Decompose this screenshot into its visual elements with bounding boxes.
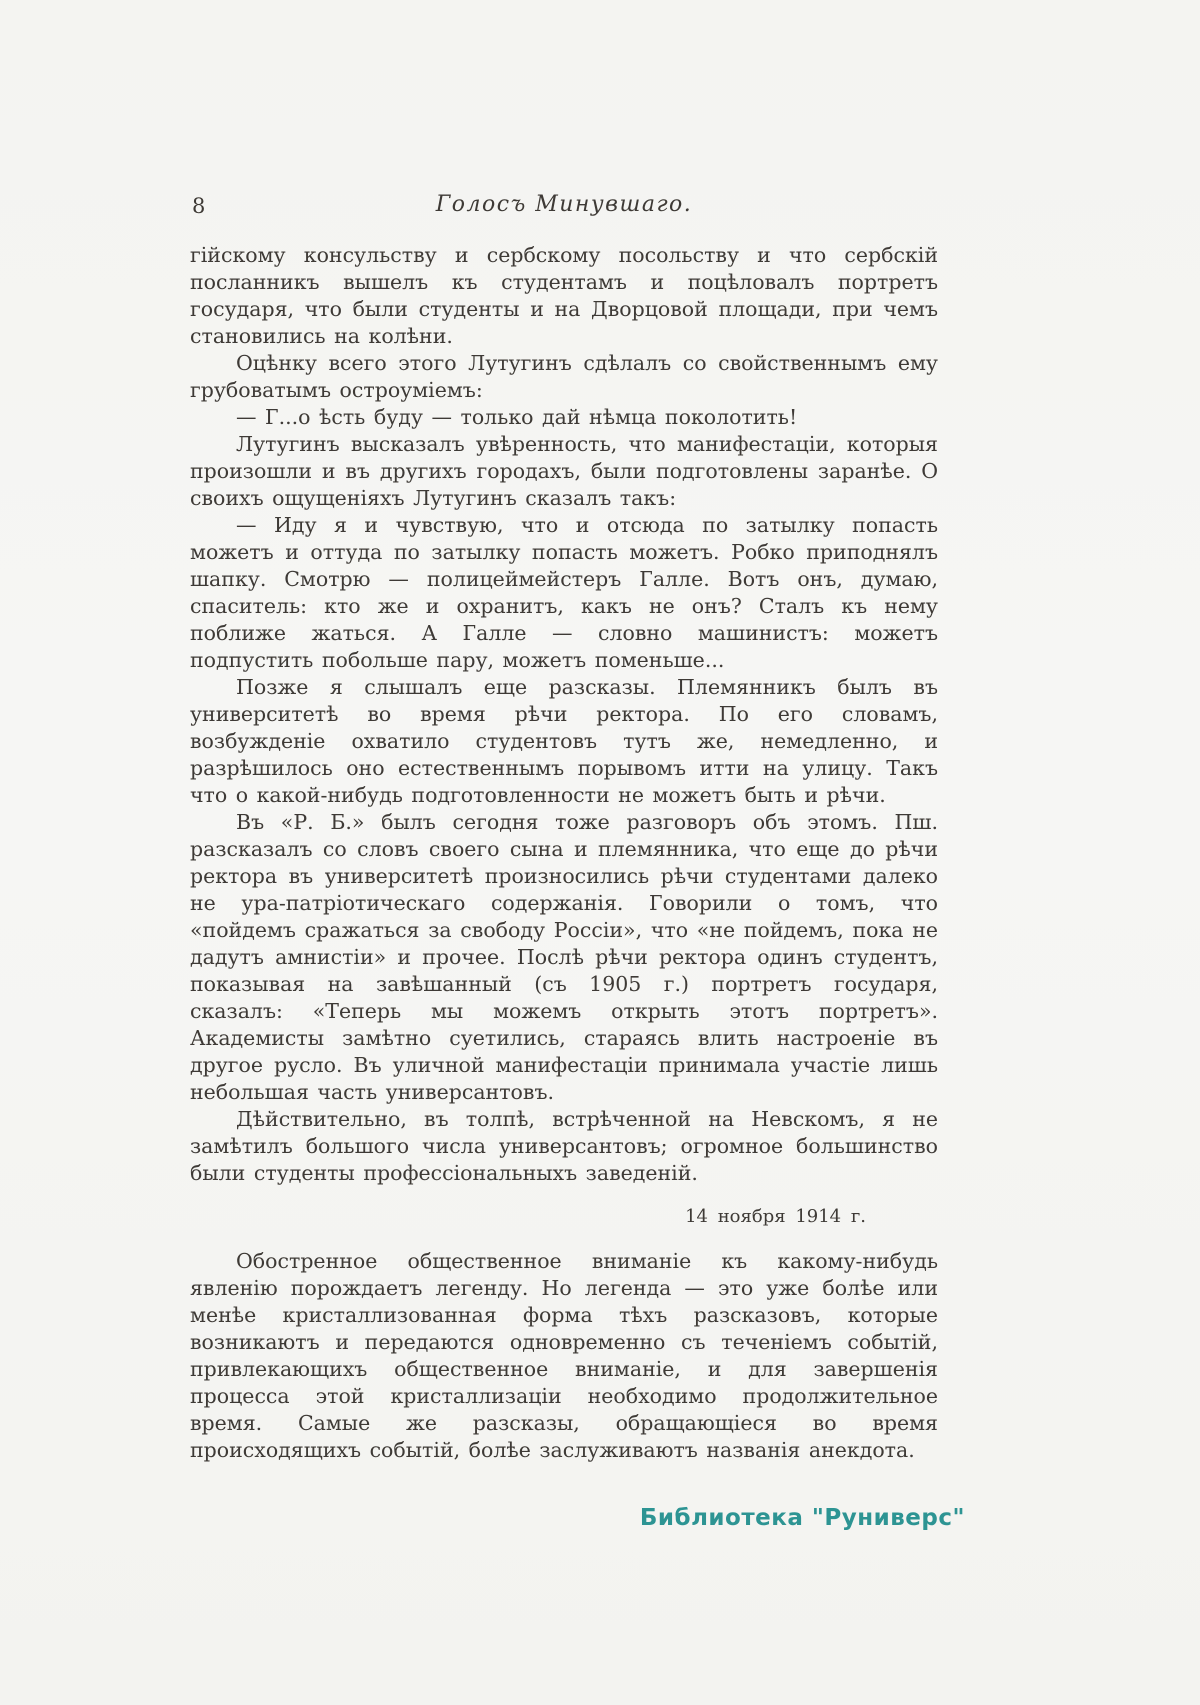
journal-title: Голосъ Минувшаго. — [435, 192, 693, 217]
library-watermark: Библиотека "Руниверс" — [639, 1505, 965, 1531]
page-number: 8 — [192, 194, 207, 218]
page-body — [190, 242, 938, 1464]
dialogue-paragraph: — Г...о ѣсть буду — только дай нѣмца поколотить! — [236, 405, 798, 429]
date-line: 14 ноября 1914 г. — [685, 1206, 866, 1227]
body-paragraph: Лутугинъ высказалъ увѣренность, что манифестаціи, которыя произошли и въ другихъ городахъ, были подготовлены заранѣе. О своихъ ощущеніяхъ Лутугинъ сказалъ такъ: — [190, 432, 938, 510]
body-paragraph: Въ «Р. Б.» былъ сегодня тоже разговоръ объ этомъ. Пш. разсказалъ со словъ своего сына и племянника, что еще до рѣчи ректора въ университетѣ произносились рѣчи студентами далеко не ура-патріотическаго содержанія. Говорили о томъ, что «пойдемъ сражаться за свободу Россіи», что «не пойдемъ, пока не дадутъ амнистіи» и прочее. Послѣ рѣчи ректора одинъ студентъ, показывая на завѣшанный (съ 1905 г.) портретъ государя, сказалъ: «Теперь мы можемъ открыть этотъ портретъ». Академисты замѣтно суетились, стараясь влить настроеніе въ другое русло. Въ уличной манифестаціи принимала участіе лишь небольшая часть универсантовъ. — [190, 810, 938, 1104]
running-header — [190, 192, 938, 226]
body-paragraph: гійскому консульству и сербскому посольству и что сербскій посланникъ вышелъ къ студентамъ и поцѣловалъ портретъ государя, что были студенты и на Дворцовой площади, при чемъ становились на колѣни. — [190, 243, 938, 348]
body-paragraph: Дѣйствительно, въ толпѣ, встрѣченной на Невскомъ, я не замѣтилъ большого числа универсантовъ; огромное большинство были студенты профессіональныхъ заведеній. — [190, 1107, 938, 1185]
text-column — [190, 192, 938, 1464]
body-paragraph: Позже я слышалъ еще разсказы. Племянникъ былъ въ университетѣ во время рѣчи ректора. По его словамъ, возбужденіе охватило студентовъ тутъ же, немедленно, и разрѣшилось оно естественнымъ порывомъ итти на улицу. Такъ что о какой-нибудь подготовленности не можетъ быть и рѣчи. — [190, 675, 938, 807]
dialogue-paragraph: — Иду я и чувствую, что и отсюда по затылку попасть можетъ и оттуда по затылку попасть можетъ. Робко приподнялъ шапку. Смотрю — полицеймейстеръ Галле. Вотъ онъ, думаю, спаситель: кто же и охранитъ, какъ не онъ? Сталъ къ нему поближе жаться. А Галле — словно машинистъ: можетъ подпустить побольше пару, можетъ поменьше... — [190, 513, 938, 672]
body-paragraph: Обостренное общественное вниманіе къ какому-нибудь явленію порождаетъ легенду. Но легенда — это уже болѣе или менѣе кристаллизованная форма тѣхъ разсказовъ, которые возникаютъ и передаются одновременно съ теченіемъ событій, привлекающихъ общественное вниманіе, и для завершенія процесса этой кристаллизаціи необходимо продолжительное время. Самые же разсказы, обращающіеся во время происходящихъ событій, болѣе заслуживаютъ названія анекдота. — [190, 1249, 938, 1462]
body-paragraph: Оцѣнку всего этого Лутугинъ сдѣлалъ со свойственнымъ ему грубоватымъ остроуміемъ: — [190, 351, 938, 402]
